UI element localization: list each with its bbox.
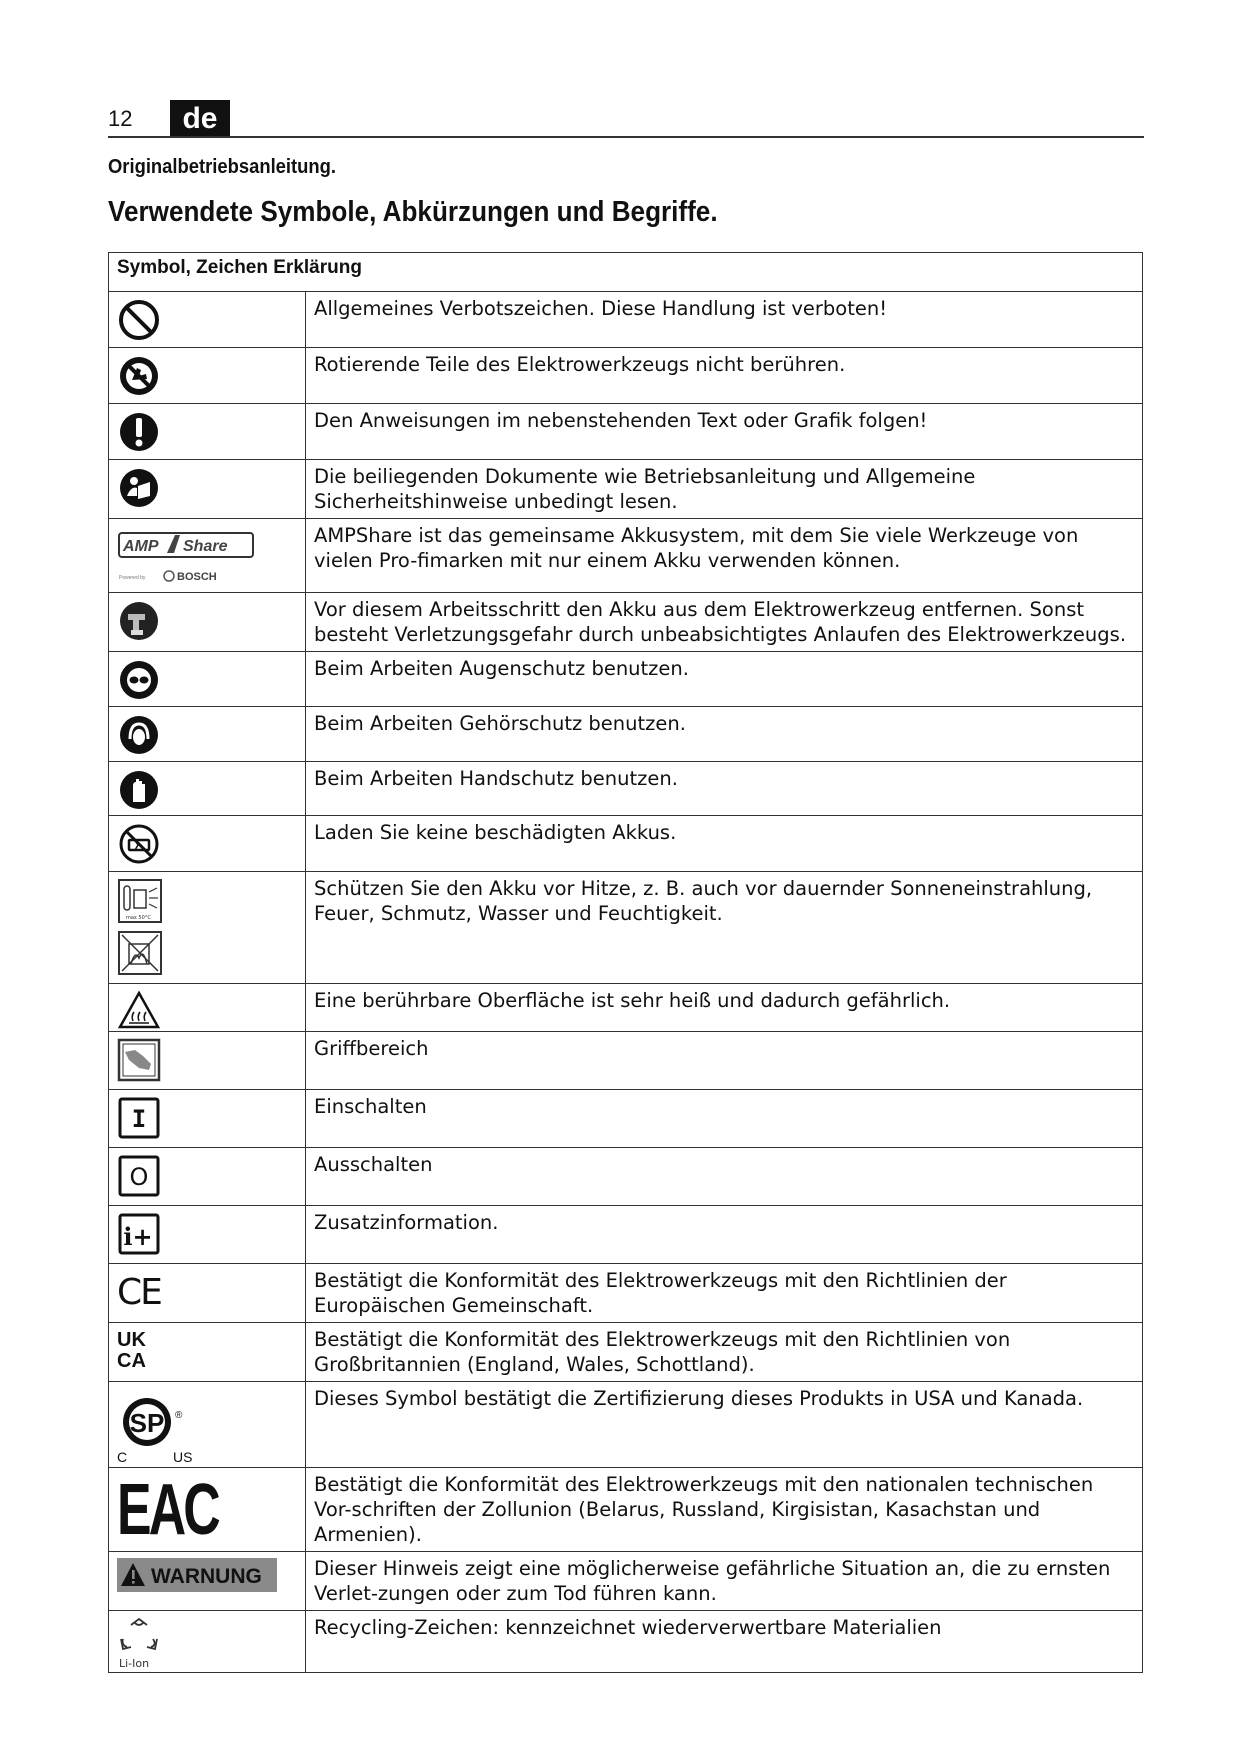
table-row — [109, 872, 1143, 984]
power-on-label: I — [131, 1105, 147, 1133]
row-text: Bestätigt die Konformität des Elektrowerkzeugs mit den Richtlinien der Europäischen Gemeinschaft. — [306, 1264, 1143, 1323]
hand-protection-icon — [117, 768, 161, 812]
symbol-table — [108, 252, 1143, 1673]
row-text: Ausschalten — [306, 1148, 1143, 1206]
table-row — [109, 1090, 1143, 1148]
page-number: 12 — [108, 106, 133, 131]
table-row — [109, 1323, 1143, 1382]
table-row — [109, 519, 1143, 593]
row-text: Rotierende Teile des Elektrowerkzeugs nicht berühren. — [306, 348, 1143, 404]
table-row — [109, 460, 1143, 519]
no-damaged-battery-icon — [117, 822, 161, 866]
table-row — [109, 593, 1143, 652]
no-touch-rotating-icon — [117, 354, 161, 398]
prohibition-icon — [117, 298, 161, 342]
ampshare-logo-text: AMP — [123, 538, 159, 555]
ce-label: CE — [117, 1272, 161, 1313]
csa-us-label: US — [173, 1449, 193, 1465]
hot-surface-icon — [117, 990, 161, 1030]
table-row — [109, 762, 1143, 816]
power-on-icon — [117, 1096, 161, 1140]
row-text: Bestätigt die Konformität des Elektrowerkzeugs mit den nationalen technischen Vor-schriften der Zollunion (Belarus, Russland, Kirgisistan, Kasachstan und Armenien). — [306, 1468, 1143, 1552]
read-manual-icon — [117, 466, 161, 510]
csa-c-label: C — [117, 1449, 128, 1465]
header-rule — [108, 136, 1144, 138]
table-row — [109, 1206, 1143, 1264]
recycling-label: Li-Ion — [119, 1657, 150, 1670]
recycling-icon — [117, 1617, 161, 1671]
row-text: Zusatzinformation. — [306, 1206, 1143, 1264]
row-text: Laden Sie keine beschädigten Akkus. — [306, 816, 1143, 872]
table-row — [109, 1552, 1143, 1611]
ampshare-logo-icon — [117, 529, 257, 585]
table-row — [109, 1382, 1143, 1468]
table-row — [109, 984, 1143, 1032]
language-badge: de — [170, 100, 230, 136]
power-off-icon — [117, 1154, 161, 1198]
ukca-label-bottom: CA — [117, 1350, 146, 1372]
ukca-label-top: UK — [117, 1329, 146, 1351]
hearing-protection-icon — [117, 713, 161, 757]
csa-label: SP — [129, 1408, 165, 1438]
eye-protection-icon — [117, 658, 161, 702]
row-text: Bestätigt die Konformität des Elektrowerkzeugs mit den Richtlinien von Großbritannien (England, Wales, Schottland). — [306, 1323, 1143, 1382]
row-text: Allgemeines Verbotszeichen. Diese Handlung ist verboten! — [306, 292, 1143, 348]
row-text: Beim Arbeiten Handschutz benutzen. — [306, 762, 1143, 816]
row-text: Beim Arbeiten Gehörschutz benutzen. — [306, 707, 1143, 762]
power-off-label: O — [129, 1163, 149, 1191]
ukca-mark-icon — [117, 1327, 161, 1371]
table-row — [109, 1032, 1143, 1090]
ampshare-powered-by: Powered by — [119, 575, 146, 581]
exclamation-icon — [117, 410, 161, 454]
table-header-row — [109, 253, 1143, 292]
row-text: Griffbereich — [306, 1032, 1143, 1090]
table-row — [109, 816, 1143, 872]
row-text: Schützen Sie den Akku vor Hitze, z. B. auch vor dauernder Sonneneinstrahlung, Feuer, Schmutz, Wasser und Feuchtigkeit. — [306, 872, 1143, 984]
ce-mark-icon — [117, 1270, 165, 1314]
bosch-brand: BOSCH — [177, 571, 217, 583]
row-text: Recycling-Zeichen: kennzeichnet wiederverwertbare Materialien — [306, 1611, 1143, 1673]
eac-mark-icon — [117, 1469, 218, 1551]
battery-heat-label: max 50°C — [126, 915, 151, 921]
table-row — [109, 1611, 1143, 1673]
battery-heat-icon — [117, 878, 165, 978]
info-label: i+ — [123, 1222, 153, 1251]
row-text: Dieser Hinweis zeigt eine möglicherweise gefährliche Situation an, die zu ernsten Verlet-zungen oder zum Tod führen kann. — [306, 1552, 1143, 1611]
row-text: AMPShare ist das gemeinsame Akkusystem, mit dem Sie viele Werkzeuge von vielen Pro-fimarken mit nur einem Akku verwenden können. — [306, 519, 1143, 593]
table-row — [109, 348, 1143, 404]
table-row — [109, 652, 1143, 707]
table-row — [109, 292, 1143, 348]
remove-battery-icon — [117, 599, 161, 643]
table-row — [109, 1148, 1143, 1206]
table-row — [109, 1264, 1143, 1323]
grip-area-icon — [117, 1038, 161, 1082]
section-title: Verwendete Symbole, Abkürzungen und Begriffe. — [108, 196, 718, 228]
row-text: Beim Arbeiten Augenschutz benutzen. — [306, 652, 1143, 707]
table-row — [109, 1468, 1143, 1552]
ampshare-logo-text2: Share — [183, 538, 228, 555]
document-subtitle: Originalbetriebsanleitung. — [108, 156, 336, 178]
row-text: Vor diesem Arbeitsschritt den Akku aus dem Elektrowerkzeug entfernen. Sonst besteht Verletzungsgefahr durch unbeabsichtigtes Anlaufen des Elektrowerkzeugs. — [306, 593, 1143, 652]
warning-label-icon — [117, 1558, 277, 1592]
info-icon — [117, 1212, 161, 1256]
table-row — [109, 404, 1143, 460]
row-text: Den Anweisungen im nebenstehenden Text oder Grafik folgen! — [306, 404, 1143, 460]
table-header: Symbol, Zeichen Erklärung — [109, 253, 1143, 292]
csa-mark-icon — [117, 1390, 207, 1464]
warning-label: WARNUNG — [151, 1565, 262, 1588]
csa-registered: ® — [175, 1410, 183, 1421]
eac-label: EAC — [117, 1469, 218, 1551]
row-text: Einschalten — [306, 1090, 1143, 1148]
table-row — [109, 707, 1143, 762]
row-text: Die beiliegenden Dokumente wie Betriebsanleitung und Allgemeine Sicherheitshinweise unbedingt lesen. — [306, 460, 1143, 519]
row-text: Dieses Symbol bestätigt die Zertifizierung dieses Produkts in USA und Kanada. — [306, 1382, 1143, 1468]
row-text: Eine berührbare Oberfläche ist sehr heiß und dadurch gefährlich. — [306, 984, 1143, 1032]
